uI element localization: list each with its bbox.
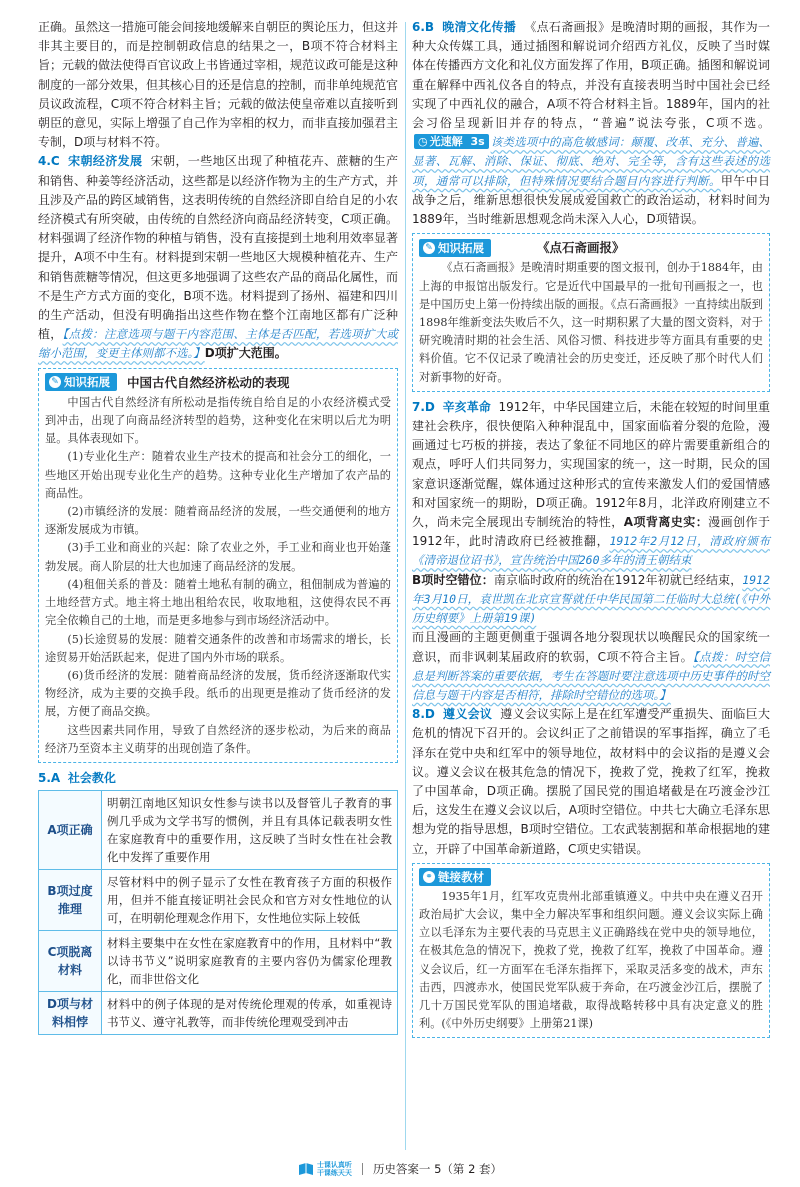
box-text: 《点石斋画报》是晚清时期重要的图文报刊，创办于1884年，由上海的申报馆出版发行。它是近代中国最早的一批旬刊画报之一，也是中国历史上第一份持续出版的画报。《点石斋画报》一直持续出版到1898年维新变法失败后不久，这一时期积累了大量的图文资料，对于研究晚清时期的社会生活、风俗习惯、科技进步等方面具有重要的史料价值。它不仅记录了晚清社会的历史变迁，还反映了那个时代人们对新事物的好奇。 <box>419 261 763 384</box>
q4-ending: D项扩大范围。 <box>204 346 287 361</box>
q5-keyword: 社会教化 <box>67 770 116 785</box>
box-intro: 中国古代自然经济有所松动是指传统自给自足的小农经济模式受到冲击，出现了向商品经济转型的趋势，这种变化在宋明以后尤为明显。具体表现如下。 <box>45 395 391 446</box>
right-column <box>412 18 770 1044</box>
row-label: D项与材料相悖 <box>39 992 102 1035</box>
question-6 <box>412 18 770 229</box>
logo-line-2: 干课练天天 <box>316 1169 352 1177</box>
q6-keyword: 晚清文化传播 <box>442 20 517 34</box>
q6-number: 6.B <box>412 20 435 34</box>
q7-b-text: 南京临时政府的统治在1912年初就已经结束， <box>493 572 743 587</box>
row-label: A项正确 <box>39 791 102 870</box>
q8-number: 8.D <box>412 707 435 722</box>
row-text: 材料主要集中在女性在家庭教育中的作用，且材料中“教以诗书节义”说明家庭教育的主要内容仍为儒家伦理教化，而非世俗文化 <box>102 931 398 992</box>
book-icon <box>298 1162 314 1176</box>
q7-note: 【点拨：时空信息是判断答案的重要依据，考生在答题时要注意选项中历史事件的时空信息与题干内容是否相符，排除时空错位的选项。】 <box>412 649 770 702</box>
q6-ending: 甲午中日战争之后，维新思想很快发展成爱国救亡的政治运动，材料时间为1889年，当时维新思想观念尚未深入人心，D项错误。 <box>412 173 770 227</box>
box-item: (2)市镇经济的发展：随着商品经济的发展，一些交通便利的地方逐渐发展成为市镇。 <box>45 505 391 537</box>
box-item: (4)租佃关系的普及：随着土地私有制的确立，租佃制成为普遍的土地经营方式。地主将土地出租给农民，收取地租，这使得农民不再完全依赖自己的土地，而是更多地参与到市场经济活动中。 <box>45 577 391 628</box>
q4-body: 宋朝，一些地区出现了种植花卉、蔗糖的生产和销售、种姜等经济活动，这些都是以经济作物为主的生产方式，并且涉及产品的跨区域销售，这表明传统的自然经济即自给自足的小农经济模式有所突破，由传统的自然经济向商品经济转变，C项正确。材料强调了经济作物的种植与销售，没有直接提到土地利用效率显著提升，A项不中生有。材料提到宋朝一些地区大规模种植花卉、生产和销售蔗糖等情况，但这更多地强调了这些农产品的商品化属性，而不是生产方式方面的变化，B项不选。材料提到了扬州、福建和四川的生产活动，但没有明确指出这些作物在整个江南地区都有广泛种植， <box>38 154 399 342</box>
row-label: C项脱离材料 <box>39 931 102 992</box>
knowledge-tag: ✎ 知识拓展 <box>419 239 491 257</box>
knowledge-box-economy <box>38 368 398 763</box>
q7-number: 7.D <box>412 399 435 414</box>
page-footer <box>0 1158 800 1180</box>
row-label: B项过度推理 <box>39 870 102 931</box>
question-7 <box>412 398 770 705</box>
q7-body: 1912年，中华民国建立后，未能在较短的时间里重建社会秩序，很快便陷入种种混乱中，国家面临着分裂的危险，漫画通过七巧板的拼接，表达了象征不同地区的碎片需要重新组合的观点，呼吁人们共同努力，实现国家的统一，这一时期，民众的国家意识逐渐觉醒，媒体通过这种形式的宣传来激发人们的爱国情感和对国家统一的期盼，D项正确。1912年8月，北洋政府刚建立不久，尚未完全展现出专制统治的特性， <box>412 399 770 530</box>
knowledge-box-dianshizhai <box>412 233 770 392</box>
knowledge-tag: ✎ 知识拓展 <box>45 373 117 391</box>
box-item: (5)长途贸易的发展：随着交通条件的改善和市场需求的增长，长途贸易开始活跃起来，促进了国内外市场的联系。 <box>45 632 391 664</box>
box-outro: 这些因素共同作用，导致了自然经济的逐步松动，为后来的商品经济乃至资本主义萌芽的出现创造了条件。 <box>45 723 391 755</box>
speed-solve-badge: ◷ 光速解 3s <box>414 134 489 149</box>
q4-number: 4.C <box>38 154 60 169</box>
publisher-logo <box>298 1161 352 1177</box>
q7-b-label: B项时空错位： <box>412 572 494 587</box>
link-icon: ⚭ <box>423 871 435 883</box>
question-5-heading <box>38 769 398 788</box>
q6-speed-note: 该类选项中的高危敏感词：颠覆、改革、充分、普遍、显著、瓦解、消除、保证、彻底、绝对、完全等，含有这些表述的选项，通常可以排除，但特殊情况要结合题目内容进行判断。 <box>412 135 770 188</box>
table-row <box>39 791 398 870</box>
q7-keyword: 辛亥革命 <box>442 399 491 414</box>
footer-separator <box>362 1163 363 1175</box>
left-column <box>38 18 398 1035</box>
lightbulb-icon: ✎ <box>49 376 61 388</box>
box-title: 《点石斋画报》 <box>537 240 625 256</box>
box-text: 1935年1月，红军攻克贵州北部重镇遵义。中共中央在遵义召开政治局扩大会议，集中全力解决军事和组织问题。遵义会议实际上确立以毛泽东为主要代表的马克思主义正确路线在党中央的领导地位，在极其危急的情况下，挽救了党，挽救了红军，挽救了中国革命。遵义会议后，红一方面军在毛泽东指挥下，采取灵活多变的战术，声东击西，四渡赤水，使国民党军队疲于奔命，在巧渡金沙江后，摆脱了几十万国民党军队的围追堵截，取得战略转移中具有决定意义的胜利。(《中外历史纲要》上册第21课) <box>419 889 763 1031</box>
row-text: 尽管材料中的例子显示了女性在教育孩子方面的积极作用，但并不能直接证明社会民众和官方对女性地位的认可，在明朝伦理观念作用下，女性地位实际上较低 <box>102 870 398 931</box>
q7-a-text: 漫画创作于1912年，此时清政府已经被推翻， <box>412 515 770 549</box>
intro-paragraph: 正确。虽然这一措施可能会间接地缓解来自朝臣的舆论压力，但这并非其主要目的，而是控制朝政信息的结果之一，B项不符合材料主旨；元载的做法使得百官议政上书皆通过宰相，规范议政可能是这种制度的一部分效果，但其核心目的还是信息的控制，而非单纯规范官员议政流程，C项不符合材料主旨；元载的做法使皇帝难以直接听到朝臣的意见，实际上增强了自己作为宰相的权力，而非直接加强君主专制，D项与材料不符。 <box>38 20 399 150</box>
q7-c-text: 而且漫画的主题更侧重于强调各地分裂现状以唤醒民众的国家统一意识，而非讽刺某届政府的软弱，C项不符合主旨。 <box>412 630 770 664</box>
q4-keyword: 宋朝经济发展 <box>68 154 143 169</box>
column-divider <box>405 22 406 1150</box>
box-item: (3)手工业和商业的兴起：除了农业之外，手工业和商业也开始蓬勃发展。商人阶层的壮大也加速了商品经济的发展。 <box>45 541 391 573</box>
q7-a-label: A项背离史实： <box>623 515 709 530</box>
stopwatch-icon: ◷ <box>418 135 428 149</box>
q5-number: 5.A <box>38 770 61 785</box>
table-row <box>39 992 398 1035</box>
box-item: (6)货币经济的发展：随着商品经济的发展，货币经济逐渐取代实物经济，成为主要的交换手段。纸币的出现更是推动了货币经济的发展，方便了商品交换。 <box>45 668 391 719</box>
q8-keyword: 遵义会议 <box>443 707 493 722</box>
row-text: 明朝江南地区知识女性参与读书以及督管儿子教育的事例几乎成为文学书写的惯例，并且有具体记载表明女性在家庭教育中的重要作用，这反映了当时女性在社会教化中发挥了重要作用 <box>102 791 398 870</box>
textbook-tag: ⚭ 链接教材 <box>419 868 491 886</box>
table-row <box>39 931 398 992</box>
q5-analysis-table <box>38 790 398 1035</box>
textbook-link-box <box>412 863 770 1039</box>
box-item: (1)专业化生产：随着农业生产技术的提高和社会分工的细化，一些地区开始出现专业化生产的趋势。这种专业化生产增加了农产品的商品性。 <box>45 450 391 500</box>
q7-a-note: 1912年2月12日，清政府颁布《清帝退位诏书》，宣告统治中国260多年的清王朝结束 <box>412 534 770 568</box>
q6-body: 《点石斋画报》是晚清时期的画报，其作为一种大众传媒工具，通过插图和解说词介绍西方礼仪，反映了当时媒体在传播西方文化和礼仪方面发挥了作用，B项正确。插图和解说词重在解释中西礼仪各自的特点，并没有直接表明当时中国社会已经实现了中西礼仪的融合，A项不符合材料主旨。1889年，国内的社会习俗呈现新旧并存的特点，“普遍”说法夸张，C项不选。 <box>412 20 770 131</box>
question-8 <box>412 705 770 859</box>
q7-b-note: 1912年3月10日，袁世凯在北京宣誓就任中华民国第二任临时大总统(《中外历史纲要》上册第19课) <box>412 572 770 626</box>
q8-body: 遵义会议实际上是在红军遭受严重损失、面临巨大危机的情况下召开的。会议纠正了之前错误的军事指挥，确立了毛泽东在党中央和红军中的领导地位，故材料中的会议指的是遵义会议。遵义会议在极其危急的情况下，挽救了党，挽救了红军，挽救了中国革命，D项正确。摆脱了国民党的围追堵截是在巧渡金沙江后，这发生在遵义会议以后，A项时空错位。中共七大确立毛泽东思想为党的指导思想，B项时空错位。工农武装割据和革命根据地的建立，开辟了中国革命新道路，C项史实错误。 <box>412 707 770 856</box>
page-label: 历史答案一 5（第 2 套） <box>372 1162 503 1176</box>
row-text: 材料中的例子体现的是对传统伦理观的传承，如重视诗书节义、遵守礼教等，而非传统伦理观受到冲击 <box>102 992 398 1035</box>
question-4 <box>38 152 398 363</box>
table-row <box>39 870 398 931</box>
lightbulb-icon: ✎ <box>423 242 435 254</box>
q4-note: 【点拨：注意选项与题干内容范围、主体是否匹配，若选项扩大或缩小范围，变更主体则都不选。】 <box>38 327 398 361</box>
logo-line-1: 士课认真听 <box>316 1161 352 1169</box>
box-title: 中国古代自然经济松动的表现 <box>127 374 290 390</box>
